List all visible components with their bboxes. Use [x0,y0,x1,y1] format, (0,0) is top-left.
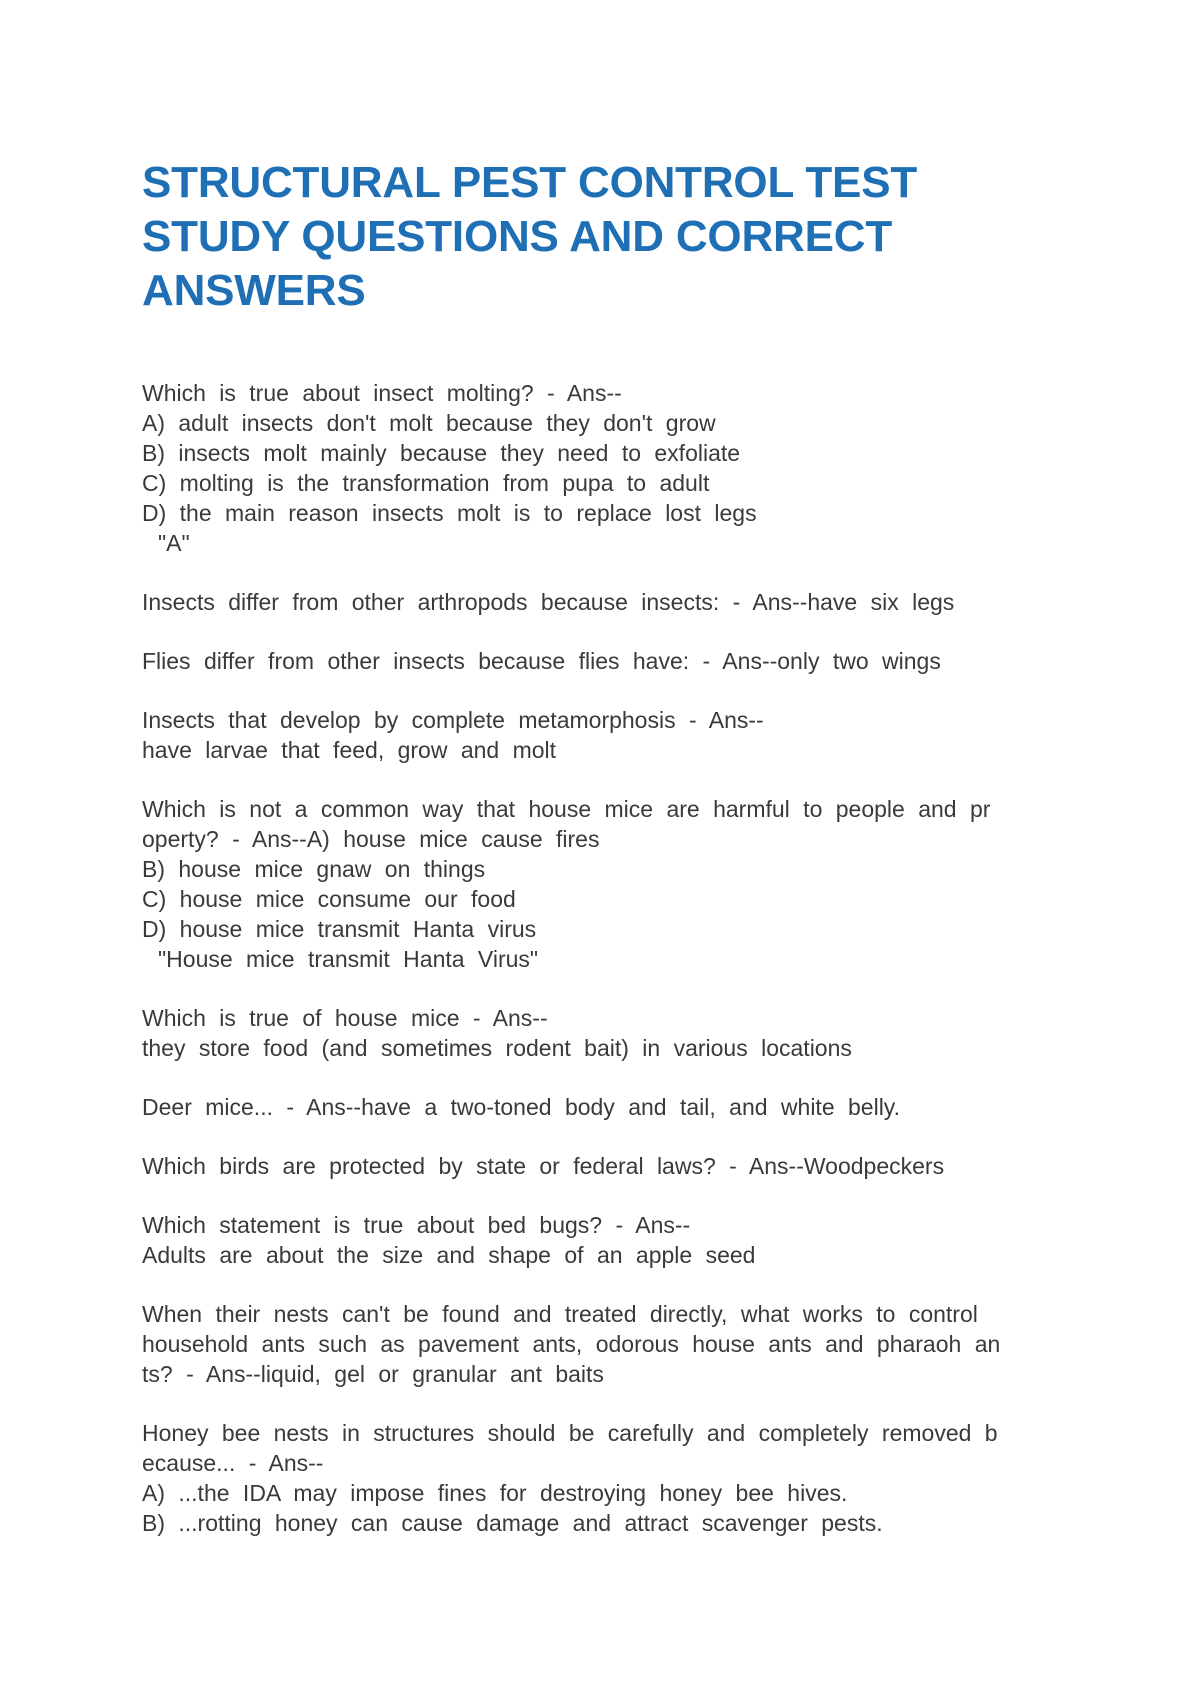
question-line: D) house mice transmit Hanta virus [142,916,537,942]
document-title [142,156,1042,318]
question-line: ecause... - Ans-- [142,1450,324,1476]
question-item [142,1003,1082,1063]
question-line: D) the main reason insects molt is to replace lost legs [142,500,757,526]
title-line: ANSWERS [142,266,366,315]
answer-text: "A" [158,530,190,556]
question-line: Adults are about the size and shape of an apple seed [142,1242,756,1268]
title-line: STRUCTURAL PEST CONTROL TEST [142,158,918,207]
question-line: Insects differ from other arthropods because insects: - Ans--have six legs [142,589,955,615]
question-line: Deer mice... - Ans--have a two-toned body and tail, and white belly. [142,1094,900,1120]
question-item [142,646,1082,676]
question-line: they store food (and sometimes rodent bait) in various locations [142,1035,852,1061]
question-line: B) ...rotting honey can cause damage and attract scavenger pests. [142,1510,883,1536]
question-line: Which is not a common way that house mice are harmful to people and pr [142,796,991,822]
question-line: operty? - Ans--A) house mice cause fires [142,826,600,852]
question-item [142,587,1082,617]
question-item [142,705,1082,765]
question-line: Honey bee nests in structures should be carefully and completely removed b [142,1420,998,1446]
title-line: STUDY QUESTIONS AND CORRECT [142,212,892,261]
question-item [142,1418,1082,1538]
question-line: have larvae that feed, grow and molt [142,737,557,763]
question-line: Insects that develop by complete metamorphosis - Ans-- [142,707,764,733]
question-line: Which birds are protected by state or federal laws? - Ans--Woodpeckers [142,1153,945,1179]
question-line: B) house mice gnaw on things [142,856,486,882]
question-line: When their nests can't be found and treated directly, what works to control [142,1301,978,1327]
question-line: Which statement is true about bed bugs? - Ans-- [142,1212,691,1238]
question-line: A) adult insects don't molt because they don't grow [142,410,716,436]
question-item [142,1210,1082,1270]
question-item [142,378,1082,558]
question-line: Which is true about insect molting? - Ans-- [142,380,622,406]
question-item [142,794,1082,974]
question-item [142,1151,1082,1181]
question-item [142,1299,1082,1389]
question-item [142,1092,1082,1122]
question-line: Which is true of house mice - Ans-- [142,1005,548,1031]
question-line: Flies differ from other insects because flies have: - Ans--only two wings [142,648,941,674]
question-line: household ants such as pavement ants, odorous house ants and pharaoh an [142,1331,1001,1357]
question-list [142,378,1082,1567]
question-line: ts? - Ans--liquid, gel or granular ant baits [142,1361,604,1387]
question-line: B) insects molt mainly because they need to exfoliate [142,440,741,466]
question-line: A) ...the IDA may impose fines for destroying honey bee hives. [142,1480,848,1506]
question-line: C) molting is the transformation from pupa to adult [142,470,710,496]
answer-text: "House mice transmit Hanta Virus" [158,946,539,972]
question-line: C) house mice consume our food [142,886,516,912]
